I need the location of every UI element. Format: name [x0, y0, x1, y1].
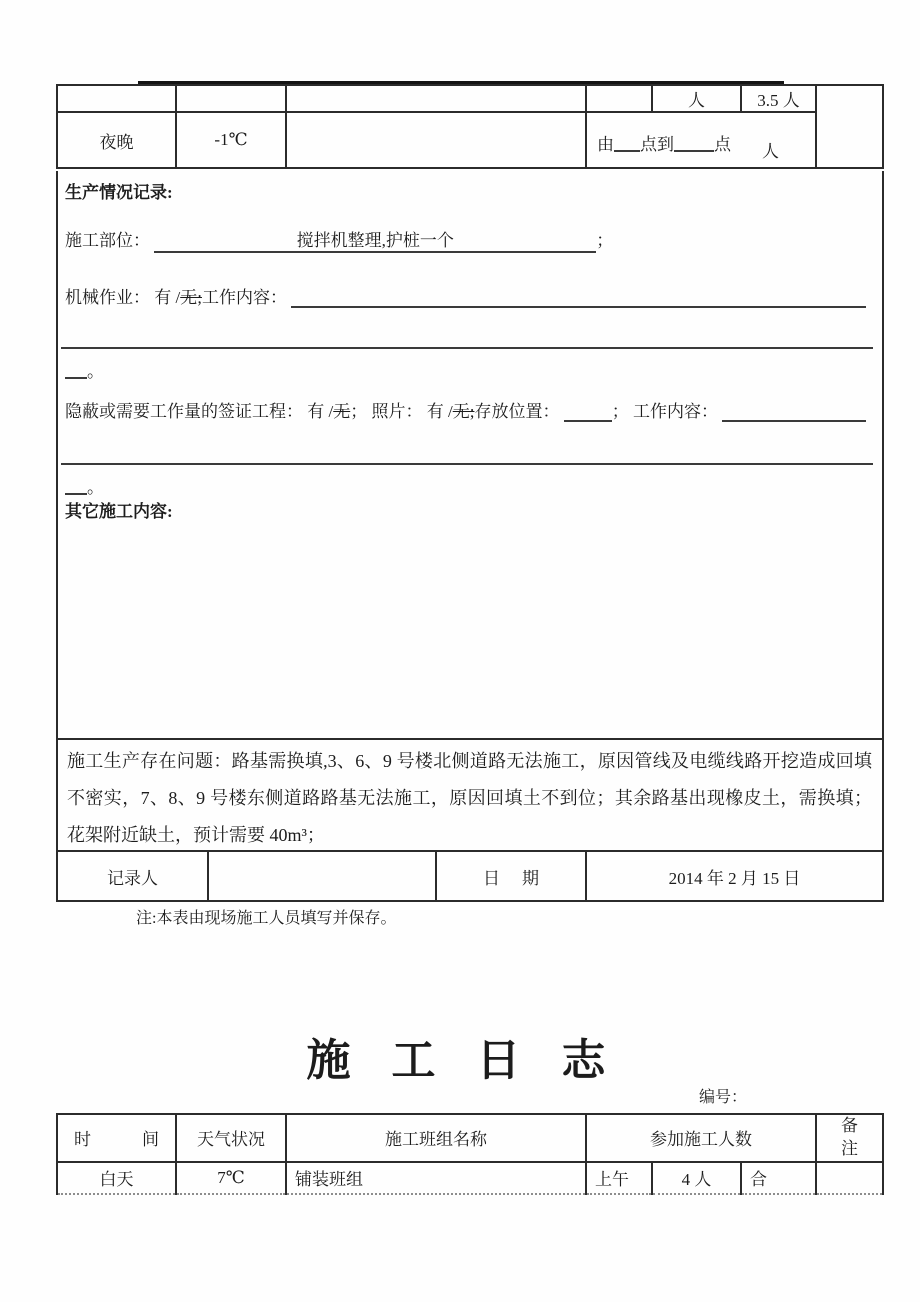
recorder-signature-cell	[209, 852, 437, 900]
section-title: 生产情况记录:	[65, 183, 173, 202]
shift-hours-cell	[586, 112, 816, 168]
blank-field	[291, 292, 866, 308]
construction-log-table	[56, 1113, 884, 1195]
struck-none: 无	[333, 402, 351, 421]
struck-none: 无;	[452, 402, 475, 421]
sentence-end	[65, 357, 104, 382]
machine-work-label: 机械作业： 有 /	[65, 288, 181, 307]
team-cell-empty	[286, 112, 586, 168]
date-value-cell	[587, 852, 882, 900]
team-name: 铺装班组	[295, 1170, 363, 1190]
problems-text: 施工生产存在问题：路基需换填,3、6、9 号楼北侧道路无法施工，原因管线及电缆线路开挖造成回填不密实，7、8、9 号楼东侧道路路基无法施工，原因回填土不到位；其余路基出现橡皮土，需换填；花架附近缺土，预计需要 40m³；	[67, 751, 872, 845]
temperature-cell	[176, 112, 286, 168]
day-temperature-cell	[176, 1162, 286, 1194]
time-cell-empty	[57, 85, 176, 112]
header-weather: 天气状况	[197, 1130, 265, 1150]
header-weather-cell	[176, 1114, 286, 1162]
table-header-row	[57, 1114, 883, 1162]
persons-label: 人	[762, 142, 779, 161]
period-mark: 。	[87, 478, 104, 497]
team-name-cell	[286, 1162, 586, 1194]
table-row	[57, 112, 883, 168]
total-label-cell	[741, 1162, 816, 1194]
persons-count: 3.5 人	[757, 91, 800, 110]
shift-cell-empty	[586, 85, 652, 112]
date-label: 日 期	[483, 868, 539, 888]
day-period: 白天	[99, 1170, 134, 1190]
header-remark: 备注	[841, 1116, 859, 1158]
problems-section	[58, 740, 882, 852]
serial-number-label: 编号：	[699, 1089, 748, 1106]
end-label: 点	[714, 134, 731, 154]
team-cell-empty	[286, 85, 586, 112]
storage-location-label: 存放位置：	[474, 402, 560, 421]
period-cell	[57, 112, 176, 168]
machine-work-line	[65, 283, 866, 308]
period-night: 夜晚	[99, 132, 134, 152]
sentence-end	[65, 473, 104, 498]
shift-name: 上午	[595, 1170, 629, 1190]
night-temperature: -1℃	[214, 130, 248, 149]
header-time: 时 间	[74, 1130, 159, 1150]
blank-field	[722, 406, 866, 422]
work-content-label: 工作内容：	[201, 288, 287, 307]
persons-unit-cell	[652, 85, 741, 112]
production-record-section	[58, 171, 882, 740]
header-team-cell	[286, 1114, 586, 1162]
recorder-label: 记录人	[107, 868, 158, 888]
blank-field	[614, 137, 640, 152]
shift-count-cell	[652, 1162, 741, 1194]
day-temperature: 7℃	[217, 1167, 245, 1187]
log-main-body	[56, 171, 884, 902]
from-label: 由	[597, 134, 614, 154]
to-label: 点到	[640, 134, 674, 154]
blank-continuation-line	[61, 347, 873, 349]
weather-cell-empty	[176, 85, 286, 112]
date-value: 2014 年 2 月 15 日	[668, 868, 801, 888]
blank-field	[65, 364, 87, 379]
table-data-row	[57, 1162, 883, 1194]
total-label: 合	[750, 1170, 767, 1190]
header-participants: 参加施工人数	[650, 1130, 753, 1150]
footnote: 注:本表由现场施工人员填写并保存。	[136, 910, 397, 927]
table-row	[57, 85, 883, 112]
remark-cell-empty	[816, 85, 883, 168]
page-title: 施 工 日 志	[306, 1036, 614, 1085]
photo-label: ； 照片： 有 /	[350, 402, 453, 421]
construction-part-line	[65, 226, 613, 253]
header-participants-cell	[586, 1114, 816, 1162]
persons-count-cell	[741, 85, 816, 112]
period-mark: 。	[87, 362, 104, 381]
day-period-cell	[57, 1162, 176, 1194]
semicolon: ；	[596, 231, 614, 250]
remark-value-cell	[816, 1162, 883, 1194]
semicolon: ；	[611, 402, 629, 421]
blank-field	[564, 407, 612, 422]
construction-part-value: 搅拌机整理,护桩一个	[154, 226, 596, 253]
persons-label: 人	[688, 91, 705, 110]
blank-field	[65, 480, 87, 495]
blank-continuation-line	[61, 463, 873, 465]
blank-field	[674, 137, 714, 152]
recorder-label-cell	[58, 852, 209, 900]
shift-hours-line	[587, 126, 815, 155]
construction-part-label: 施工部位：	[65, 231, 150, 250]
struck-none: 无;	[180, 288, 202, 307]
shift-name-cell	[586, 1162, 652, 1194]
header-team: 施工班组名称	[385, 1130, 487, 1150]
header-remark-cell	[816, 1114, 883, 1162]
header-time-cell	[57, 1114, 176, 1162]
other-works-title: 其它施工内容:	[65, 502, 173, 521]
hidden-works-label: 隐蔽或需要工作量的签证工程： 有 /	[65, 402, 334, 421]
date-label-cell	[437, 852, 587, 900]
work-content-label: 工作内容：	[632, 402, 718, 421]
weather-table-top	[56, 84, 884, 169]
recorder-row	[58, 852, 882, 902]
hidden-works-line	[65, 397, 866, 422]
shift-count: 4 人	[681, 1170, 712, 1190]
